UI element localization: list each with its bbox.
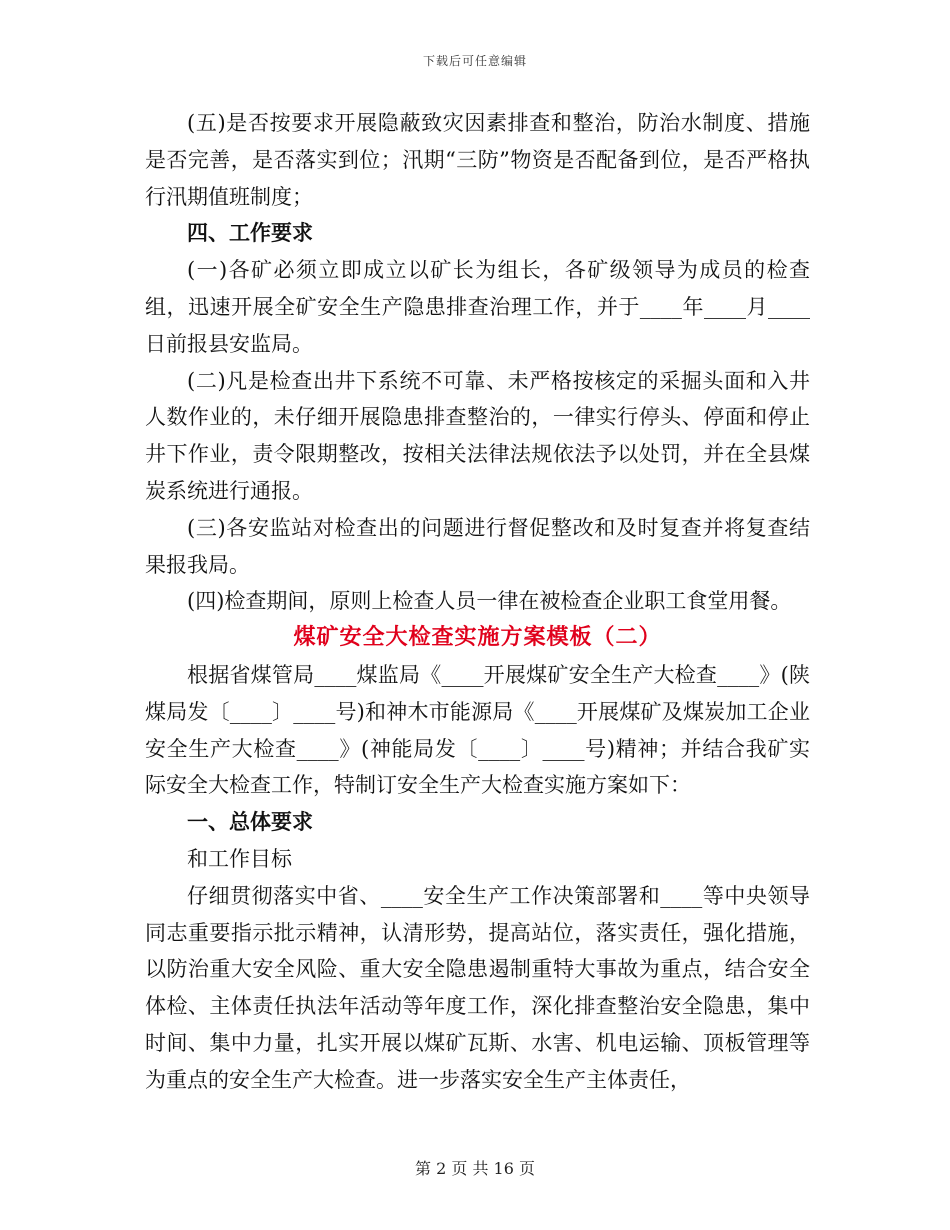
paragraph-requirement-1: (一)各矿必须立即成立以矿长为组长，各矿级领导为成员的检查组，迅速开展全矿安全生产隐患排查治理工作，并于____年____月____日前报县安监局。 [145, 258, 810, 356]
document-body [145, 105, 810, 1099]
section-heading-work-requirements: 四、工作要求 [187, 221, 313, 246]
paragraph-basis: 根据省煤管局____煤监局《____开展煤矿安全生产大检查____》(陕煤局发〔____〕____号)和神木市能源局《____开展煤矿及煤炭加工企业安全生产大检查____》(神能局发〔____〕____号)精神；并结合我矿实际安全大检查工作，特制订安全生产大检查实施方案如下： [145, 662, 810, 798]
page-header: 下载后可任意编辑 [422, 54, 527, 68]
paragraph-requirement-2: (二)凡是检查出井下系统不可靠、未严格按核定的采掘头面和入井人数作业的，未仔细开展隐患排查整治的，一律实行停头、停面和停止井下作业，责令限期整改，按相关法律法规依法予以处罚，并在全县煤炭系统进行通报。 [145, 368, 810, 503]
paragraph-work-goals-label: 和工作目标 [187, 846, 292, 871]
paragraph-requirement-3: (三)各安监站对检查出的问题进行督促整改和及时复查并将复查结果报我局。 [145, 515, 810, 577]
section-heading-overall-requirements: 一、总体要求 [187, 810, 313, 835]
paragraph-item-5: (五)是否按要求开展隐蔽致灾因素排查和整治，防治水制度、措施是否完善，是否落实到位；汛期“三防”物资是否配备到位，是否严格执行汛期值班制度； [145, 111, 810, 209]
paragraph-implementation: 仔细贯彻落实中省、____安全生产工作决策部署和____等中央领导同志重要指示批示精神，认清形势，提高站位，落实责任，强化措施，以防治重大安全风险、重大安全隐患遏制重特大事故为重点，结合安全体检、主体责任执法年活动等年度工作，深化排查整治安全隐患，集中时间、集中力量，扎实开展以煤矿瓦斯、水害、机电运输、顶板管理等为重点的安全生产大检查。进一步落实安全生产主体责任， [145, 883, 810, 1092]
paragraph-requirement-4: (四)检查期间，原则上检查人员一律在被检查企业职工食堂用餐。 [187, 589, 792, 614]
page-number: 第 2 页 共 16 页 [415, 1159, 535, 1178]
document-title-template-2: 煤矿安全大检查实施方案模板（二） [293, 625, 662, 651]
